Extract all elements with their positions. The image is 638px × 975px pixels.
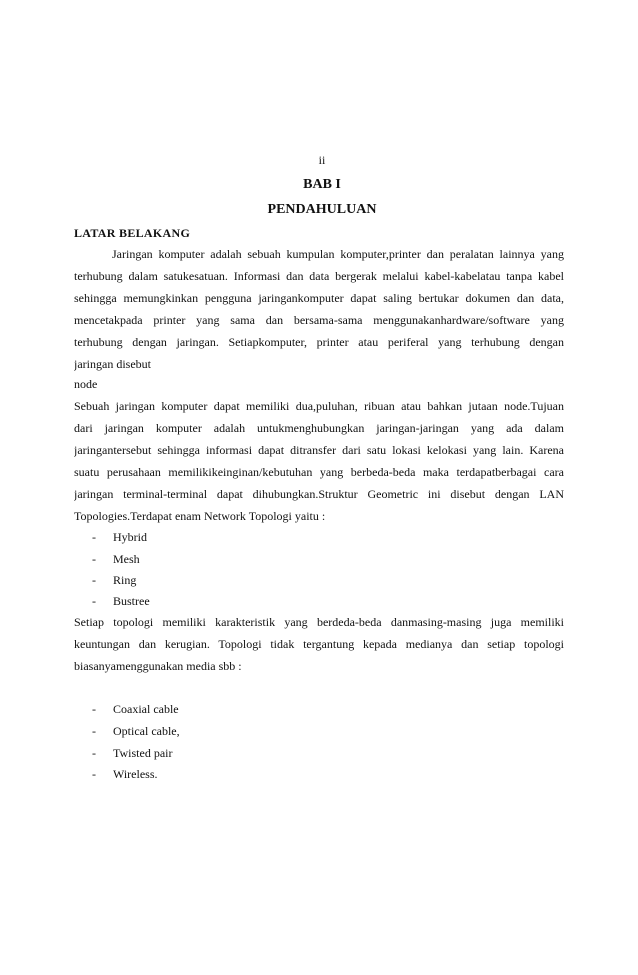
paragraph-line: Jaringan komputer adalah sebuah kumpulan komputer,printer dan peralatan lainnya yang <box>112 247 564 261</box>
paragraph-line: jaringan terminal-terminal dapat dihubungkan.Struktur Geometric ini disebut dengan LAN <box>74 487 564 501</box>
paragraph-line: jaringan disebut <box>74 357 151 371</box>
list-item-text: Coaxial cable <box>113 702 179 716</box>
list-item-text: Twisted pair <box>113 746 173 760</box>
list-item-text: Ring <box>113 573 137 587</box>
paragraph-line: terhubung dengan jaringan. Setiapkomputer, printer atau periferal yang terhubung dengan <box>74 335 564 349</box>
chapter-title: PENDAHULUAN <box>267 202 377 217</box>
paragraph-line: terhubung dalam satukesatuan. Informasi dan data bergerak melalui kabel-kabelatau tanpa kabel <box>74 269 564 283</box>
list-item-text: Bustree <box>113 594 150 608</box>
paragraph-line: dari jaringan komputer adalah untukmenghubungkan jaringan-jaringan yang ada dalam <box>74 421 564 435</box>
paragraph-line: jaringantersebut sehingga informasi dapat ditransfer dari satu lokasi kelokasi yang lain. Karena <box>74 443 564 457</box>
bullet-dash: - <box>92 552 96 566</box>
bullet-dash: - <box>92 573 96 587</box>
bullet-dash: - <box>92 724 96 738</box>
bullet-dash: - <box>92 594 96 608</box>
paragraph-line: node <box>74 377 98 391</box>
bullet-dash: - <box>92 746 96 760</box>
paragraph-line: sehingga memungkinkan pengguna jaringankomputer dapat saling bertukar dokumen dan data, <box>74 291 564 305</box>
list-item-text: Wireless. <box>113 767 158 781</box>
bullet-dash: - <box>92 767 96 781</box>
list-item-text: Optical cable, <box>113 724 180 738</box>
paragraph-line: keuntungan dan kerugian. Topologi tidak tergantung kepada medianya dan setiap topologi <box>74 637 564 651</box>
bullet-dash: - <box>92 702 96 716</box>
paragraph-line: mencetakpada printer yang sama dan bersama-sama menggunakanhardware/software yang <box>74 313 564 327</box>
paragraph-line: suatu perusahaan memilikikeinginan/kebutuhan yang berbeda-beda maka terdapatberbagai cara <box>74 465 564 479</box>
paragraph-line: Setiap topologi memiliki karakteristik yang berdeda-beda danmasing-masing juga memiliki <box>74 615 564 629</box>
page-number: ii <box>318 153 326 167</box>
chapter-number: BAB I <box>303 177 341 192</box>
paragraph-line: Sebuah jaringan komputer dapat memiliki dua,puluhan, ribuan atau bahkan jutaan node.Tujuan <box>74 399 564 413</box>
paragraph-line: biasanyamenggunakan media sbb : <box>74 659 242 673</box>
bullet-dash: - <box>92 530 96 544</box>
section-heading: LATAR BELAKANG <box>74 226 191 240</box>
list-item-text: Hybrid <box>113 530 147 544</box>
list-item-text: Mesh <box>113 552 140 566</box>
paragraph-line: Topologies.Terdapat enam Network Topologi yaitu : <box>74 509 326 523</box>
